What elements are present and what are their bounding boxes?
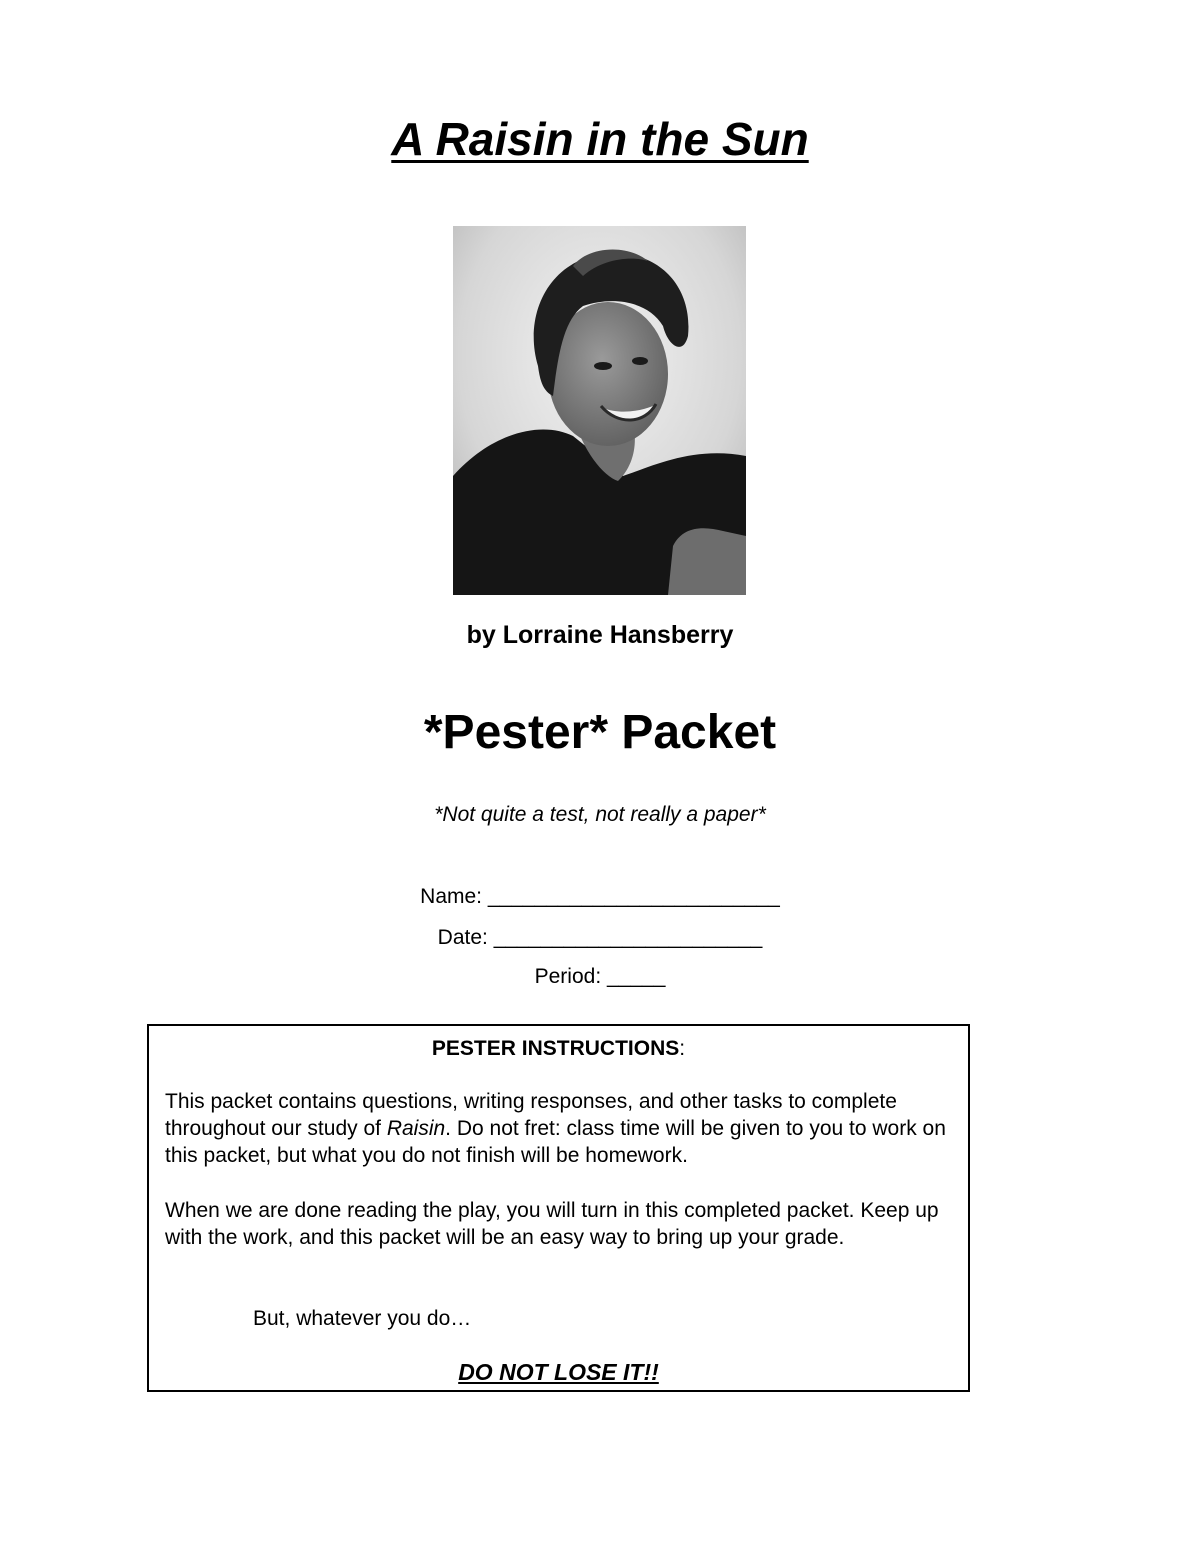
instructions-box <box>147 1024 970 1392</box>
packet-title: *Pester* Packet <box>423 706 777 759</box>
instructions-heading-text: PESTER INSTRUCTIONS <box>431 1037 680 1060</box>
name-field: Name: _________________________ <box>420 885 780 908</box>
instructions-paragraph-2: When we are done reading the play, you will turn in this completed packet. Keep up with the work, and this packet will be an easy way to bring up your grade. <box>165 1199 939 1249</box>
author-portrait <box>453 226 746 595</box>
instructions-paragraph-1-start: This packet contains questions, writing responses, and other tasks to complete throughout our study of <box>165 1090 897 1140</box>
period-field: Period: _____ <box>534 965 666 988</box>
instructions-heading-colon: : <box>679 1037 686 1060</box>
author-portrait-photo-icon <box>453 226 746 595</box>
author-byline: by Lorraine Hansberry <box>466 621 734 649</box>
date-field: Date: _______________________ <box>437 926 763 949</box>
instructions-paragraph-1-italic: Raisin <box>386 1117 446 1140</box>
instructions-aside: But, whatever you do… <box>253 1307 472 1330</box>
instructions-heading <box>149 1036 968 1061</box>
instructions-warning: DO NOT LOSE IT!! <box>458 1359 659 1385</box>
document-title: A Raisin in the Sun <box>391 113 809 165</box>
instructions-paragraph-1-end: . Do not fret: class time will be given to you to work on this packet, but what you do not finish will be homework. <box>165 1117 946 1167</box>
instructions-paragraph-1 <box>165 1088 955 1169</box>
packet-tagline: *Not quite a test, not really a paper* <box>434 803 766 826</box>
